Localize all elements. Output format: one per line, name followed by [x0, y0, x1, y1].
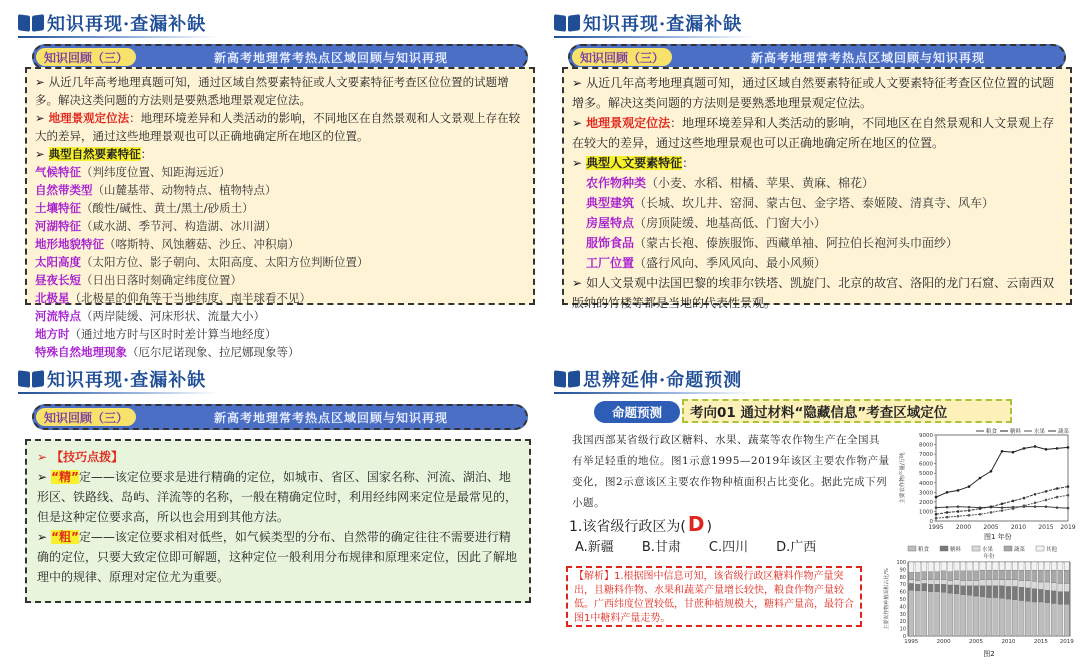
- y-tick-label: 3000: [919, 490, 933, 497]
- data-point: [1012, 451, 1015, 454]
- data-point: [1067, 446, 1070, 449]
- y-tick-label: 1000: [919, 509, 933, 516]
- bar-segment-糖料: [1045, 590, 1050, 603]
- bar-segment-糖料: [922, 583, 927, 590]
- data-point: [1023, 497, 1026, 500]
- list-item: 自然带类型（山麓基带、动物特点、植物特点）: [35, 183, 277, 197]
- bar-segment-糖料: [947, 585, 952, 593]
- section-header: [18, 10, 206, 36]
- bar-segment-水果: [1019, 581, 1024, 588]
- bar-segment-其他: [1012, 562, 1017, 570]
- data-point: [990, 511, 993, 514]
- data-point: [1023, 447, 1026, 450]
- bar-segment-糖料: [967, 586, 972, 596]
- bar-segment-水果: [1058, 583, 1063, 591]
- bar-segment-糖料: [1032, 589, 1037, 602]
- x-tick-label: 2015: [1038, 524, 1054, 531]
- data-point: [935, 517, 938, 520]
- bar-segment-其他: [915, 562, 920, 572]
- bar-segment-蔬菜: [928, 572, 933, 580]
- answer-options: [575, 536, 816, 555]
- bar-segment-其他: [935, 562, 940, 572]
- data-point: [1056, 487, 1059, 490]
- data-point: [979, 477, 982, 480]
- y-tick-label: 2000: [919, 499, 933, 506]
- list-item: 农作物种类（小麦、水稻、柑橘、苹果、黄麻、棉花）: [586, 176, 875, 190]
- bar-segment-水果: [915, 581, 920, 585]
- list-item: 北极星（北极星的仰角等于当地纬度、南半球看不见）: [35, 291, 311, 305]
- data-point: [1012, 500, 1015, 503]
- legend-label: 水果: [982, 547, 994, 553]
- bar-segment-粮食: [1051, 603, 1056, 636]
- data-point: [957, 489, 960, 492]
- bar-segment-糖料: [1012, 586, 1017, 599]
- bar-segment-蔬菜: [986, 570, 991, 580]
- bar-segment-水果: [1038, 582, 1043, 589]
- legend-label: 蔬菜: [1014, 547, 1026, 553]
- prediction-pill: 命题预测: [594, 401, 680, 423]
- data-point: [935, 496, 938, 499]
- bar-segment-粮食: [986, 598, 991, 636]
- bar-segment-糖料: [941, 584, 946, 592]
- series-line-糖料: [936, 446, 1068, 497]
- bar-segment-粮食: [1032, 602, 1037, 636]
- bar-segment-水果: [922, 580, 927, 584]
- data-point: [1012, 507, 1015, 510]
- header-underline: [554, 36, 754, 38]
- bar-segment-其他: [1051, 562, 1056, 570]
- tip-precise: ➢ “精”定——该定位要求是进行精确的定位，如城市、省区、国家名称、河流、湖泊、地形区、铁路线、岛屿、洋流等的名称，一般在精确定位时，利用经纬网来定位是最常见的，但是这种定位要求高，所以也会用到其他方法。: [37, 470, 518, 524]
- header-title: 知识再现·查漏补缺: [47, 370, 207, 391]
- bar-segment-粮食: [980, 597, 985, 636]
- bar-segment-水果: [909, 580, 914, 584]
- legend-swatch: [940, 546, 948, 551]
- x-tick-label: 2000: [955, 524, 972, 531]
- option-d[interactable]: D.广西: [776, 540, 817, 555]
- x-tick-label: 1995: [928, 524, 944, 531]
- y-axis-label: 主要农作物产量/万吨: [900, 452, 906, 504]
- y-tick-label: 10: [899, 626, 906, 633]
- feature-list: [572, 173, 1062, 273]
- bar-segment-糖料: [999, 586, 1004, 599]
- bullet-method: ➢ 地理景观定位法：地理环境差异和人类活动的影响，不同地区在自然景观和人文景观上存在较大的差异，通过这些地理景观也可以正确地确定所在地区的位置。: [572, 116, 1055, 150]
- x-axis-label: 年份: [983, 554, 995, 560]
- list-item: 工厂位置（盛行风向、季风风向、最小风频）: [586, 256, 827, 270]
- bar-segment-糖料: [935, 584, 940, 591]
- bar-segment-其他: [1032, 562, 1037, 570]
- review-tag: 知识回顾（三）: [36, 408, 136, 426]
- bar-segment-粮食: [941, 592, 946, 636]
- list-item: 房屋特点（房顶陡缓、地基高低、门窗大小）: [586, 216, 827, 230]
- legend-label: 蔬菜: [1058, 429, 1070, 435]
- bar-segment-其他: [1019, 562, 1024, 570]
- bar-segment-糖料: [1006, 586, 1011, 599]
- legend-label: 水果: [1034, 429, 1046, 435]
- explanation-box: 【解析】1.根据图中信息可知，该省级行政区糖料作物产量突出，且糖料作物、水果和蔬菜产量增长较快，粮食作物产量较低。广西纬度位置较低，甘蔗种植规模大，糖料产量高，最符合图1中糖料产量走势。: [566, 566, 862, 627]
- book-icon: [18, 369, 44, 389]
- y-tick-label: 6000: [919, 461, 933, 468]
- bar-segment-粮食: [973, 596, 978, 636]
- data-point: [1001, 506, 1004, 509]
- bar-segment-水果: [960, 581, 965, 586]
- bar-segment-水果: [999, 580, 1004, 586]
- data-point: [946, 511, 949, 514]
- figure-2-stacked-bar-chart: [880, 544, 1076, 666]
- bar-segment-糖料: [928, 584, 933, 591]
- data-point: [1045, 490, 1048, 493]
- list-item: 气候特征（判纬度位置、知距海远近）: [35, 165, 231, 179]
- bar-segment-糖料: [1019, 587, 1024, 600]
- bar-segment-粮食: [1006, 599, 1011, 636]
- bar-segment-粮食: [1045, 603, 1050, 636]
- y-tick-label: 8000: [919, 442, 933, 449]
- bar-segment-水果: [1051, 583, 1056, 591]
- question-1: [569, 512, 712, 536]
- bar-segment-蔬菜: [960, 571, 965, 581]
- bar-segment-蔬菜: [935, 572, 940, 580]
- data-point: [979, 513, 982, 516]
- section-header: [554, 366, 742, 392]
- bar-segment-其他: [993, 562, 998, 570]
- data-point: [1056, 447, 1059, 450]
- bar-segment-水果: [1064, 583, 1069, 591]
- bar-segment-其他: [1025, 562, 1030, 570]
- bar-segment-其他: [1006, 562, 1011, 570]
- bar-segment-糖料: [993, 586, 998, 598]
- tip-rough: ➢ “粗”定——该定位要求相对低些，如气候类型的分布、自然带的确定往往不需要进行精确的定位，只要大致定位即可解题，这种定位一般利用分布规律和原理来定位，因此了解地理中的规律、原理对定位尤为重要。: [37, 530, 518, 584]
- y-axis-label: 主要农作物种植面积占比/%: [884, 568, 890, 630]
- data-point: [1045, 499, 1048, 502]
- data-point: [990, 505, 993, 508]
- legend-swatch: [908, 546, 916, 551]
- bar-segment-粮食: [1012, 600, 1017, 636]
- bar-segment-粮食: [1025, 601, 1030, 636]
- bar-segment-其他: [967, 562, 972, 571]
- bar-segment-粮食: [960, 595, 965, 636]
- data-point: [990, 470, 993, 473]
- bar-segment-水果: [1045, 582, 1050, 590]
- list-item: 地形地貌特征（喀斯特、风蚀蘑菇、沙丘、冲积扇）: [35, 237, 300, 251]
- bar-segment-蔬菜: [1032, 570, 1037, 581]
- bar-segment-糖料: [980, 586, 985, 597]
- figure-caption: 图2: [983, 650, 995, 658]
- bar-segment-蔬菜: [999, 570, 1004, 580]
- legend-label: 糖料: [1010, 429, 1022, 435]
- list-item: 昼夜长短（日出日落时刻确定纬度位置）: [35, 273, 242, 287]
- option-a[interactable]: A.新疆: [575, 540, 614, 555]
- bar-segment-其他: [1045, 562, 1050, 570]
- y-tick-label: 5000: [919, 471, 933, 478]
- bullet-landmarks: ➢ 如人文景观中法国巴黎的埃菲尔铁塔、凯旋门、北京的故宫、洛阳的龙门石窟、云南西双版纳的竹楼等都是当地的代表性景观。: [572, 276, 1055, 310]
- bar-segment-蔬菜: [1058, 570, 1063, 583]
- data-point: [1067, 485, 1070, 488]
- bar-segment-糖料: [973, 586, 978, 596]
- bar-segment-蔬菜: [980, 570, 985, 580]
- x-tick-label: 2000: [936, 639, 951, 645]
- data-point: [1034, 445, 1037, 448]
- tips-box: [25, 439, 531, 603]
- bar-segment-蔬菜: [954, 571, 959, 580]
- header-title: 知识再现·查漏补缺: [583, 14, 743, 35]
- list-item: 特殊自然地理现象（厄尔尼诺现象、拉尼娜现象等）: [35, 345, 300, 359]
- bar-segment-水果: [967, 581, 972, 586]
- figure-1-line-chart: [896, 425, 1076, 543]
- data-point: [1001, 509, 1004, 512]
- data-point: [968, 509, 971, 512]
- bar-segment-其他: [960, 562, 965, 571]
- header-underline: [18, 36, 218, 38]
- section-header: [18, 366, 206, 392]
- data-point: [957, 515, 960, 518]
- section-header: [554, 10, 742, 36]
- review-tag: 知识回顾（三）: [572, 48, 672, 66]
- option-c[interactable]: C.四川: [708, 540, 749, 555]
- list-item: 河流特点（两岸陡缓、河床形状、流量大小）: [35, 309, 265, 323]
- bar-segment-蔬菜: [909, 572, 914, 579]
- y-tick-label: 30: [899, 611, 906, 618]
- bar-segment-粮食: [1058, 604, 1063, 636]
- bar-segment-水果: [928, 580, 933, 584]
- bar-segment-其他: [922, 562, 927, 572]
- feature-list: [35, 163, 525, 361]
- bar-segment-粮食: [993, 598, 998, 636]
- content-box: [25, 67, 535, 359]
- bar-segment-糖料: [915, 584, 920, 591]
- answer-mark: D: [687, 512, 705, 536]
- bar-segment-粮食: [999, 598, 1004, 636]
- y-tick-label: 4000: [919, 480, 933, 487]
- tip-heading: ➢ 【技巧点拨】: [37, 450, 124, 464]
- header-underline: [554, 392, 754, 394]
- list-item: 河湖特征（咸水湖、季节河、构造湖、冰川湖）: [35, 219, 277, 233]
- y-tick-label: 60: [899, 589, 906, 596]
- data-point: [1056, 506, 1059, 509]
- x-tick-label: 2005: [983, 524, 999, 531]
- data-point: [1056, 496, 1059, 499]
- data-point: [1045, 448, 1048, 451]
- header-title: 思辨延伸·命题预测: [583, 370, 743, 391]
- book-icon: [18, 13, 44, 33]
- bar-segment-水果: [947, 581, 952, 585]
- bar-segment-水果: [954, 580, 959, 585]
- bar-segment-粮食: [954, 594, 959, 636]
- bar-segment-其他: [941, 562, 946, 571]
- bar-segment-蔬菜: [1045, 570, 1050, 582]
- bar-segment-粮食: [915, 591, 920, 636]
- bar-segment-水果: [980, 580, 985, 586]
- data-point: [935, 506, 938, 509]
- legend-swatch: [972, 546, 980, 551]
- bar-segment-糖料: [960, 586, 965, 595]
- banner-title: 新高考地理常考热点区域回顾与知识再现: [214, 50, 449, 65]
- bar-segment-水果: [1006, 580, 1011, 587]
- y-tick-label: 50: [899, 597, 906, 603]
- bar-segment-蔬菜: [1025, 570, 1030, 580]
- question-stem: 1.该省级行政区为(: [569, 519, 686, 535]
- bar-segment-其他: [928, 562, 933, 572]
- x-tick-label: 2019: [1059, 639, 1074, 645]
- y-tick-label: 9000: [919, 433, 933, 439]
- bar-segment-糖料: [954, 585, 959, 594]
- data-point: [1001, 503, 1004, 506]
- bar-segment-粮食: [1019, 600, 1024, 636]
- bar-segment-糖料: [909, 583, 914, 590]
- x-tick-label: 2019: [1060, 524, 1076, 531]
- bullet-features-heading: ➢ 典型自然要素特征：: [35, 147, 153, 161]
- question-topic: 考向01 通过材料“隐藏信息”考查区域定位: [682, 399, 1012, 423]
- y-tick-label: 20: [899, 619, 906, 626]
- bar-segment-蔬菜: [1012, 570, 1017, 580]
- bar-segment-糖料: [1038, 589, 1043, 602]
- list-item: 服饰食品（蒙古长袍、傣族服饰、西藏单袖、阿拉伯长袍河头巾面纱）: [586, 236, 959, 250]
- y-tick-label: 7000: [919, 452, 933, 459]
- list-item: 太阳高度（太阳方位、影子朝向、太阳高度、太阳方位判断位置）: [35, 255, 369, 269]
- bar-segment-水果: [993, 580, 998, 586]
- bar-segment-粮食: [1038, 602, 1043, 636]
- data-point: [1001, 450, 1004, 453]
- data-point: [968, 506, 971, 509]
- data-point: [946, 506, 949, 509]
- data-point: [1034, 505, 1037, 508]
- legend-label: 粮食: [986, 429, 998, 435]
- data-point: [979, 507, 982, 510]
- bar-segment-水果: [1025, 581, 1030, 588]
- data-point: [968, 514, 971, 517]
- y-tick-label: 80: [899, 574, 906, 581]
- figure-caption: 图1 年份: [984, 533, 1012, 541]
- bullet-method: ➢ 地理景观定位法：地理环境差异和人类活动的影响，不同地区在自然景观和人文景观上存在较大的差异，通过这些地理景观也可以正确地确定所在地区的位置。: [35, 111, 521, 143]
- data-point: [1067, 494, 1070, 497]
- y-tick-label: 90: [899, 567, 906, 574]
- bar-segment-蔬菜: [1006, 570, 1011, 580]
- x-tick-label: 1995: [904, 639, 919, 645]
- bar-segment-其他: [1064, 562, 1069, 570]
- x-tick-label: 2010: [1010, 524, 1027, 531]
- data-point: [968, 485, 971, 488]
- bullet-features-heading: ➢ 典型人文要素特征：: [572, 156, 695, 170]
- bar-segment-粮食: [1064, 604, 1069, 636]
- bar-segment-其他: [999, 562, 1004, 570]
- bar-segment-粮食: [967, 595, 972, 636]
- bullet-intro: ➢ 从近几年高考地理真题可知，通过区域自然要素特征或人文要素特征考查区位位置的试题增多。解决这类问题的方法则是要熟悉地理景观定位法。: [572, 76, 1055, 110]
- bar-segment-粮食: [909, 590, 914, 636]
- data-point: [946, 516, 949, 519]
- bar-segment-糖料: [1051, 591, 1056, 604]
- bar-segment-其他: [1058, 562, 1063, 570]
- bar-segment-蔬菜: [1064, 570, 1069, 583]
- list-item: 土壤特征（酸性/碱性、黄土/黑土/砂质土）: [35, 201, 254, 215]
- book-icon: [554, 369, 580, 389]
- bar-segment-糖料: [1064, 592, 1069, 605]
- data-point: [946, 491, 949, 494]
- bar-segment-其他: [986, 562, 991, 570]
- bar-segment-粮食: [947, 593, 952, 636]
- data-point: [957, 510, 960, 513]
- y-tick-label: 0: [902, 634, 906, 640]
- option-b[interactable]: B.甘肃: [641, 540, 681, 555]
- legend-swatch: [1036, 546, 1044, 551]
- bar-segment-蔬菜: [973, 571, 978, 581]
- data-point: [1067, 507, 1070, 510]
- banner-bar: [32, 404, 528, 430]
- bar-segment-蔬菜: [915, 572, 920, 580]
- legend-swatch: [1004, 546, 1012, 551]
- bar-segment-水果: [973, 581, 978, 586]
- legend-label: 粮食: [918, 547, 930, 553]
- bar-segment-其他: [947, 562, 952, 572]
- bar-segment-水果: [935, 580, 940, 584]
- bar-segment-糖料: [1025, 588, 1030, 601]
- bar-segment-粮食: [935, 592, 940, 636]
- data-point: [957, 505, 960, 508]
- bar-segment-糖料: [986, 586, 991, 598]
- bar-segment-蔬菜: [941, 571, 946, 580]
- bar-segment-其他: [909, 562, 914, 572]
- list-item: 典型建筑（长城、坎儿井、窑洞、蒙古包、金字塔、泰姬陵、清真寺、风车）: [586, 196, 995, 210]
- banner-title: 新高考地理常考热点区域回顾与知识再现: [214, 410, 449, 425]
- banner-title: 新高考地理常考热点区域回顾与知识再现: [751, 50, 986, 65]
- header-title: 知识再现·查漏补缺: [47, 14, 207, 35]
- y-tick-label: 0: [929, 519, 933, 525]
- bar-segment-粮食: [928, 592, 933, 636]
- content-box: [562, 67, 1072, 310]
- bar-segment-蔬菜: [1038, 570, 1043, 582]
- bar-segment-蔬菜: [1019, 570, 1024, 580]
- list-item: 地方时（通过地方时与区时时差计算当地经度）: [35, 327, 277, 341]
- x-tick-label: 2010: [1001, 639, 1016, 645]
- book-icon: [554, 13, 580, 33]
- y-tick-label: 100: [896, 560, 906, 566]
- bar-segment-蔬菜: [1051, 570, 1056, 583]
- bar-segment-蔬菜: [922, 572, 927, 580]
- x-tick-label: 2015: [1033, 639, 1048, 645]
- bar-segment-糖料: [1058, 592, 1063, 605]
- y-tick-label: 40: [899, 604, 906, 611]
- bar-segment-水果: [1032, 581, 1037, 588]
- bar-segment-水果: [986, 580, 991, 586]
- bar-segment-蔬菜: [993, 570, 998, 580]
- bar-segment-水果: [1012, 580, 1017, 587]
- data-point: [1034, 493, 1037, 496]
- bar-segment-蔬菜: [947, 572, 952, 581]
- bar-segment-其他: [954, 562, 959, 571]
- legend-label: 其他: [1046, 547, 1058, 553]
- y-tick-label: 70: [899, 582, 906, 589]
- data-point: [1045, 505, 1048, 508]
- data-point: [935, 513, 938, 516]
- legend-label: 糖料: [950, 547, 962, 553]
- bar-segment-蔬菜: [967, 571, 972, 581]
- header-underline: [18, 392, 218, 394]
- data-point: [1034, 502, 1037, 505]
- bar-segment-粮食: [922, 591, 927, 636]
- bar-segment-其他: [973, 562, 978, 571]
- bar-segment-其他: [1038, 562, 1043, 570]
- question-close: ): [706, 519, 712, 535]
- bar-segment-水果: [941, 580, 946, 584]
- x-tick-label: 2005: [969, 639, 984, 645]
- bar-segment-其他: [980, 562, 985, 570]
- bullet-intro: ➢ 从近几年高考地理真题可知，通过区域自然要素特征或人文要素特征考查区位位置的试题增多。解决这类问题的方法则是要熟悉地理景观定位法。: [35, 75, 509, 107]
- review-tag: 知识回顾（三）: [36, 48, 136, 66]
- data-point: [1023, 504, 1026, 507]
- material-paragraph: 我国西部某省级行政区糖料、水果、蔬菜等农作物生产在全国具有举足轻重的地位。图1示意1995—2019年该区主要农作物产量变化，图2示意该区主要农作物种植面积占比变化。据此完成下列小题。: [572, 434, 890, 509]
